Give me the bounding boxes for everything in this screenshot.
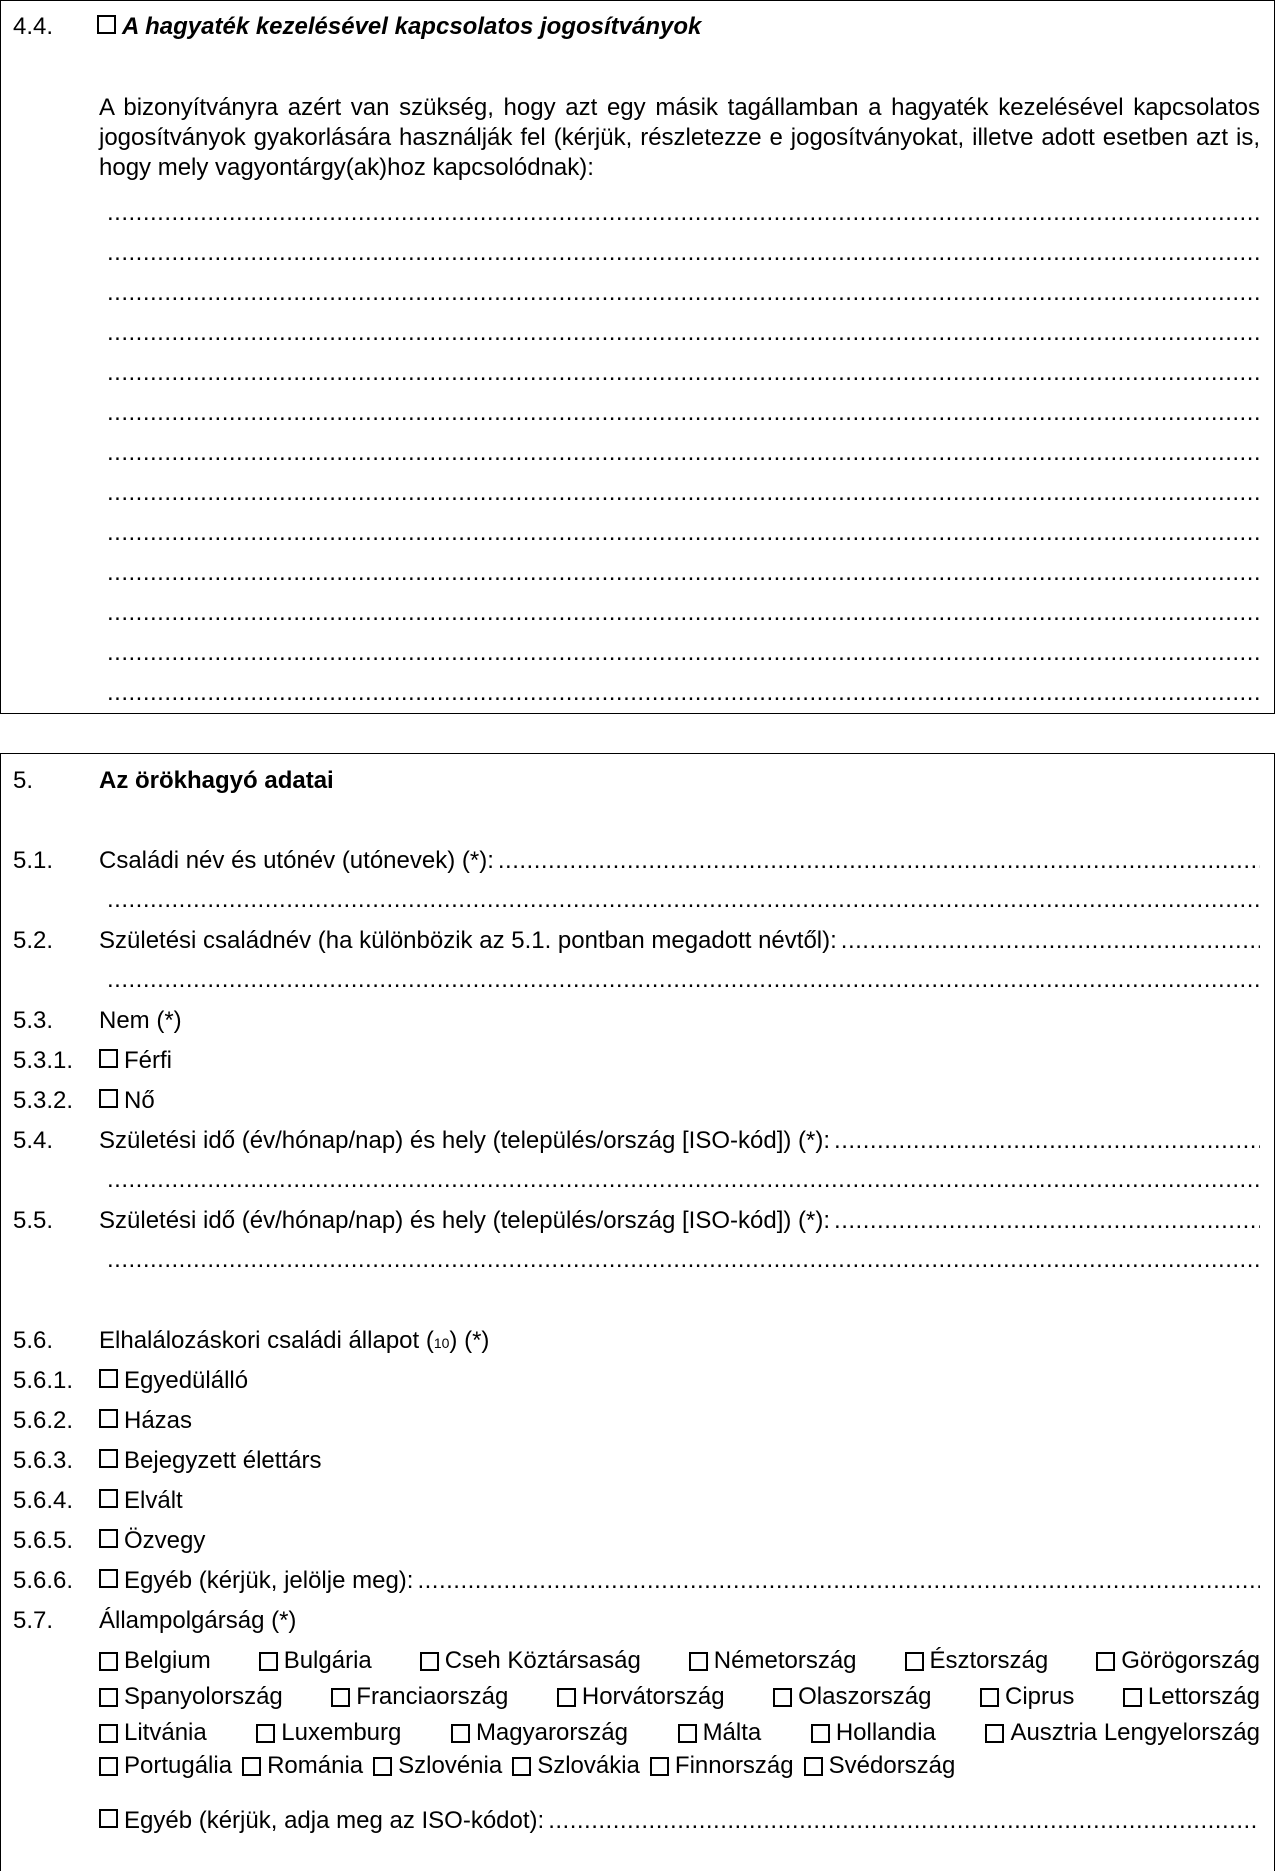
nationality-label: Ausztria xyxy=(1010,1719,1098,1746)
other-status-input-line[interactable] xyxy=(417,1566,1260,1596)
option-label: Bejegyzett élettárs xyxy=(124,1447,322,1474)
nationality-checkbox[interactable] xyxy=(256,1724,275,1743)
nationality-label: Szlovénia xyxy=(398,1752,503,1779)
nationality-option[interactable] xyxy=(773,1682,931,1712)
field-number: 5.6. xyxy=(13,1327,54,1354)
nationality-option[interactable] xyxy=(331,1682,508,1712)
field-label: Elhalálozáskori családi állapot ( xyxy=(99,1327,434,1354)
other-nationality-input-line[interactable] xyxy=(548,1806,1260,1836)
nationality-checkbox[interactable] xyxy=(99,1724,118,1743)
nationality-option[interactable] xyxy=(804,1751,956,1781)
married-checkbox[interactable] xyxy=(99,1409,118,1428)
answer-line[interactable] xyxy=(107,398,1260,428)
nationality-checkbox[interactable] xyxy=(905,1652,924,1671)
nationality-checkbox[interactable] xyxy=(373,1757,392,1776)
nationality-option[interactable] xyxy=(1096,1646,1260,1676)
answer-line[interactable] xyxy=(107,678,1260,708)
answer-line[interactable] xyxy=(107,278,1260,308)
nationality-option[interactable] xyxy=(678,1718,762,1748)
option-label: Házas xyxy=(124,1407,193,1434)
section-title: A hagyaték kezelésével kapcsolatos jogosítványok xyxy=(122,13,702,40)
field-number: 5.6.2. xyxy=(13,1407,74,1434)
nationality-checkbox[interactable] xyxy=(557,1688,576,1707)
field-number: 5.6.6. xyxy=(13,1567,74,1594)
nationality-checkbox[interactable] xyxy=(420,1652,439,1671)
other-status-checkbox[interactable] xyxy=(99,1569,118,1588)
birth-name-input-line-2[interactable] xyxy=(107,965,1260,995)
section-4-4-box xyxy=(0,0,1275,714)
nationality-label: Franciaország xyxy=(356,1683,509,1710)
nationality-label: Finnország xyxy=(674,1752,794,1779)
field-number: 5.3.1. xyxy=(13,1047,74,1074)
option-label: Egyedülálló xyxy=(124,1367,249,1394)
field-number: 5.6.1. xyxy=(13,1367,74,1394)
nationality-option[interactable] xyxy=(985,1718,1259,1748)
nationality-label: Portugália xyxy=(124,1752,233,1779)
nationality-label: Lengyelország xyxy=(1103,1719,1260,1746)
name-input-line[interactable] xyxy=(498,846,1260,876)
nationality-checkbox[interactable] xyxy=(99,1757,118,1776)
nationality-option[interactable] xyxy=(373,1751,502,1781)
nationality-option[interactable] xyxy=(1123,1682,1260,1712)
field-label: Állampolgárság (*) xyxy=(99,1607,297,1634)
section-4-4-paragraph: A bizonyítványra azért van szükség, hogy azt egy másik tagállamban a hagyaték kezelésével kapcsolatos jogosítványok gyakorlására használják fel (kérjük, részletezze e jogosítványokat, illetve adott esetben azt is, hogy mely vagyontárgy(ak)hoz kapcsolódnak): xyxy=(99,94,1260,181)
nationality-label: Magyarország xyxy=(475,1719,628,1746)
nationality-option[interactable] xyxy=(650,1751,794,1781)
nationality-option[interactable] xyxy=(557,1682,725,1712)
section-number: 4.4. xyxy=(13,13,54,40)
answer-line[interactable] xyxy=(107,238,1260,268)
field-number: 5.7. xyxy=(13,1607,54,1634)
option-label: Nő xyxy=(124,1087,155,1114)
male-checkbox[interactable] xyxy=(99,1049,118,1068)
nationality-checkbox[interactable] xyxy=(678,1724,697,1743)
nationality-label: Hollandia xyxy=(835,1719,936,1746)
section-5-box xyxy=(0,753,1275,1871)
nationality-label: Ciprus xyxy=(1005,1683,1075,1710)
footnote-ref: 10 xyxy=(433,1335,450,1351)
nationality-option[interactable] xyxy=(811,1718,936,1748)
name-input-line-2[interactable] xyxy=(107,885,1260,915)
option-label: Egyéb (kérjük, adja meg az ISO-kódot): xyxy=(124,1807,545,1834)
nationality-option[interactable] xyxy=(256,1718,401,1748)
nationality-checkbox[interactable] xyxy=(689,1652,708,1671)
answer-line[interactable] xyxy=(107,638,1260,668)
nationality-label: Görögország xyxy=(1121,1647,1260,1674)
nationality-option[interactable] xyxy=(99,1646,211,1676)
field-number: 5.4. xyxy=(13,1127,54,1154)
nationality-label: Belgium xyxy=(124,1647,211,1674)
nationality-label: Szlovákia xyxy=(537,1752,640,1779)
divorced-checkbox[interactable] xyxy=(99,1489,118,1508)
birth-date-input-line-2[interactable] xyxy=(107,1165,1260,1195)
nationality-label: Horvátország xyxy=(581,1683,725,1710)
nationality-label: Németország xyxy=(713,1647,857,1674)
nationality-label: Málta xyxy=(702,1719,762,1746)
registered-partner-checkbox[interactable] xyxy=(99,1449,118,1468)
field-number: 5.6.4. xyxy=(13,1487,74,1514)
nationality-label: Lettország xyxy=(1147,1683,1260,1710)
field-number: 5.6.5. xyxy=(13,1527,74,1554)
nationality-row-1 xyxy=(99,1646,1260,1676)
answer-line[interactable] xyxy=(107,478,1260,508)
field-label-suffix: ) (*) xyxy=(449,1327,490,1354)
field-number: 5.2. xyxy=(13,927,54,954)
nationality-label: Svédország xyxy=(828,1752,956,1779)
section-number: 5. xyxy=(13,767,34,794)
nationality-checkbox[interactable] xyxy=(1123,1688,1142,1707)
birth-place-input-line-2[interactable] xyxy=(107,1245,1260,1275)
answer-line[interactable] xyxy=(107,318,1260,348)
nationality-option[interactable] xyxy=(980,1682,1074,1712)
nationality-checkbox[interactable] xyxy=(811,1724,830,1743)
nationality-option[interactable] xyxy=(420,1646,641,1676)
field-number: 5.1. xyxy=(13,847,54,874)
nationality-checkbox[interactable] xyxy=(985,1724,1004,1743)
nationality-checkbox[interactable] xyxy=(980,1688,999,1707)
field-number: 5.3. xyxy=(13,1007,54,1034)
answer-line[interactable] xyxy=(107,438,1260,468)
nationality-label: Bulgária xyxy=(283,1647,372,1674)
nationality-checkbox[interactable] xyxy=(259,1652,278,1671)
option-label: Férfi xyxy=(124,1047,172,1074)
nationality-checkbox[interactable] xyxy=(451,1724,470,1743)
nationality-checkbox[interactable] xyxy=(99,1688,118,1707)
answer-line[interactable] xyxy=(107,518,1260,548)
nationality-label: Luxemburg xyxy=(281,1719,402,1746)
female-checkbox[interactable] xyxy=(99,1089,118,1108)
field-number: 5.6.3. xyxy=(13,1447,74,1474)
field-number: 5.5. xyxy=(13,1207,54,1234)
nationality-checkbox[interactable] xyxy=(242,1757,261,1776)
nationality-option[interactable] xyxy=(259,1646,372,1676)
field-label: Születési idő (év/hónap/nap) és hely (település/ország [ISO-kód]) (*): xyxy=(99,1127,831,1154)
answer-line[interactable] xyxy=(107,598,1260,628)
nationality-checkbox[interactable] xyxy=(331,1688,350,1707)
field-label: Születési családnév (ha különbözik az 5.1. pontban megadott névtől): xyxy=(99,927,837,954)
option-label: Elvált xyxy=(124,1487,183,1514)
nationality-checkbox[interactable] xyxy=(512,1757,531,1776)
nationality-option[interactable] xyxy=(242,1751,363,1781)
nationality-option[interactable] xyxy=(99,1682,283,1712)
nationality-label: Spanyolország xyxy=(124,1683,283,1710)
section-title: Az örökhagyó adatai xyxy=(99,767,334,794)
birth-date-input-line[interactable] xyxy=(834,1126,1260,1156)
section-4-4-checkbox[interactable] xyxy=(97,15,116,34)
birth-name-input-line[interactable] xyxy=(841,926,1260,956)
nationality-option[interactable] xyxy=(451,1718,628,1748)
nationality-label: Olaszország xyxy=(798,1683,932,1710)
nationality-checkbox[interactable] xyxy=(650,1757,669,1776)
field-label: Nem (*) xyxy=(99,1007,182,1034)
nationality-checkbox[interactable] xyxy=(99,1652,118,1671)
answer-line[interactable] xyxy=(107,558,1260,588)
nationality-row-2 xyxy=(99,1682,1260,1712)
field-label: Családi név és utónév (utónevek) (*): xyxy=(99,847,494,874)
nationality-label: Litvánia xyxy=(124,1719,207,1746)
nationality-row-3 xyxy=(99,1718,1260,1748)
option-label: Egyéb (kérjük, jelölje meg): xyxy=(124,1567,414,1594)
nationality-option[interactable] xyxy=(512,1751,640,1781)
nationality-option[interactable] xyxy=(905,1646,1049,1676)
nationality-option[interactable] xyxy=(99,1751,232,1781)
field-label: Születési idő (év/hónap/nap) és hely (település/ország [ISO-kód]) (*): xyxy=(99,1207,831,1234)
answer-line[interactable] xyxy=(107,358,1260,388)
option-label: Özvegy xyxy=(124,1527,206,1554)
nationality-option[interactable] xyxy=(99,1718,207,1748)
nationality-label: Cseh Köztársaság xyxy=(444,1647,641,1674)
nationality-checkbox[interactable] xyxy=(773,1688,792,1707)
nationality-option[interactable] xyxy=(689,1646,857,1676)
answer-line[interactable] xyxy=(107,198,1260,228)
nationality-row-4 xyxy=(99,1751,1260,1781)
nationality-label: Románia xyxy=(267,1752,364,1779)
widowed-checkbox[interactable] xyxy=(99,1529,118,1548)
field-number: 5.3.2. xyxy=(13,1087,74,1114)
other-nationality-checkbox[interactable] xyxy=(99,1809,118,1828)
nationality-label: Észtország xyxy=(929,1647,1049,1674)
single-checkbox[interactable] xyxy=(99,1369,118,1388)
nationality-checkbox[interactable] xyxy=(804,1757,823,1776)
birth-place-input-line[interactable] xyxy=(834,1206,1260,1236)
nationality-checkbox[interactable] xyxy=(1096,1652,1115,1671)
